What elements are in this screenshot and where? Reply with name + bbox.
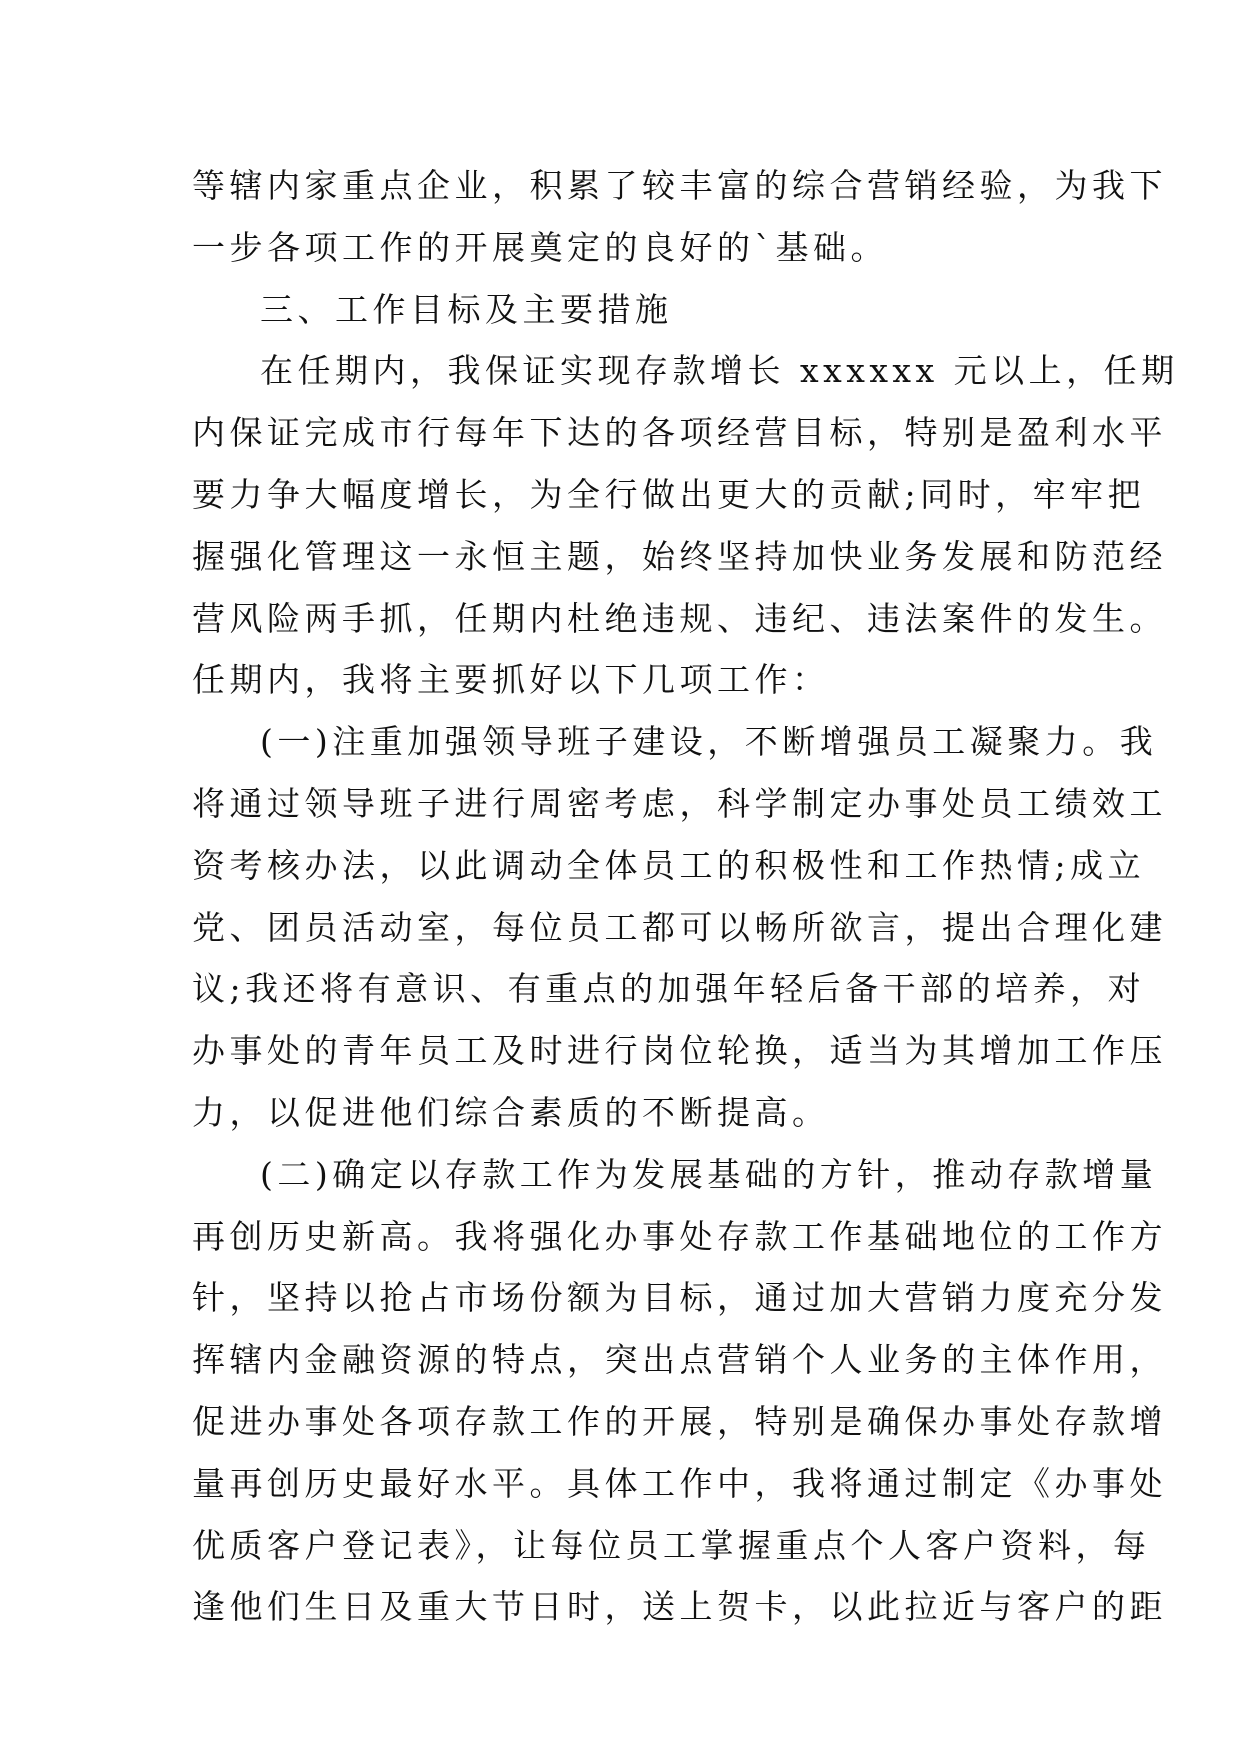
body-line: 优质客户登记表》，让每位员工掌握重点个人客户资料，每 <box>192 1525 1151 1565</box>
body-line: 量再创历史最好水平。具体工作中，我将通过制定《办事处 <box>192 1463 1167 1503</box>
body-line: 任期内，我将主要抓好以下几项工作： <box>192 660 830 700</box>
body-line: (二)确定以存款工作为发展基础的方针，推动存款增量 <box>260 1154 1158 1194</box>
body-line: 针，坚持以抢占市场份额为目标，通过加大营销力度充分发 <box>192 1278 1167 1318</box>
body-line: 力，以促进他们综合素质的不断提高。 <box>192 1092 830 1132</box>
body-line: 议;我还将有意识、有重点的加强年轻后备干部的培养，对 <box>192 969 1146 1009</box>
body-line: 将通过领导班子进行周密考虑，科学制定办事处员工绩效工 <box>192 783 1167 823</box>
body-line: 再创历史新高。我将强化办事处存款工作基础地位的工作方 <box>192 1216 1167 1256</box>
body-line: 握强化管理这一永恒主题，始终坚持加快业务发展和防范经 <box>192 536 1167 576</box>
body-line: 促进办事处各项存款工作的开展，特别是确保办事处存款增 <box>192 1401 1167 1441</box>
section-heading: 三、工作目标及主要措施 <box>260 289 673 329</box>
body-line: (一)注重加强领导班子建设，不断增强员工凝聚力。我 <box>260 722 1158 762</box>
body-line: 等辖内家重点企业，积累了较丰富的综合营销经验，为我下 <box>192 166 1167 205</box>
body-line: 逢他们生日及重大节日时，送上贺卡，以此拉近与客户的距 <box>192 1587 1167 1627</box>
body-line: 资考核办法，以此调动全体员工的积极性和工作热情;成立 <box>192 845 1146 885</box>
body-line: 要力争大幅度增长，为全行做出更大的贡献;同时，牢牢把 <box>192 474 1146 514</box>
document-body <box>192 155 1179 1638</box>
body-line: 挥辖内金融资源的特点，突出点营销个人业务的主体作用， <box>192 1340 1167 1380</box>
body-line: 党、团员活动室，每位员工都可以畅所欲言，提出合理化建 <box>192 907 1167 947</box>
body-line: 办事处的青年员工及时进行岗位轮换，适当为其增加工作压 <box>192 1031 1167 1071</box>
body-line: 内保证完成市行每年下达的各项经营目标，特别是盈利水平 <box>192 413 1167 453</box>
body-line: 营风险两手抓，任期内杜绝违规、违纪、违法案件的发生。 <box>192 598 1167 638</box>
body-line: 一步各项工作的开展奠定的良好的`基础。 <box>192 227 888 267</box>
body-line: 在任期内，我保证实现存款增长 xxxxxx 元以上，任期 <box>260 351 1179 391</box>
